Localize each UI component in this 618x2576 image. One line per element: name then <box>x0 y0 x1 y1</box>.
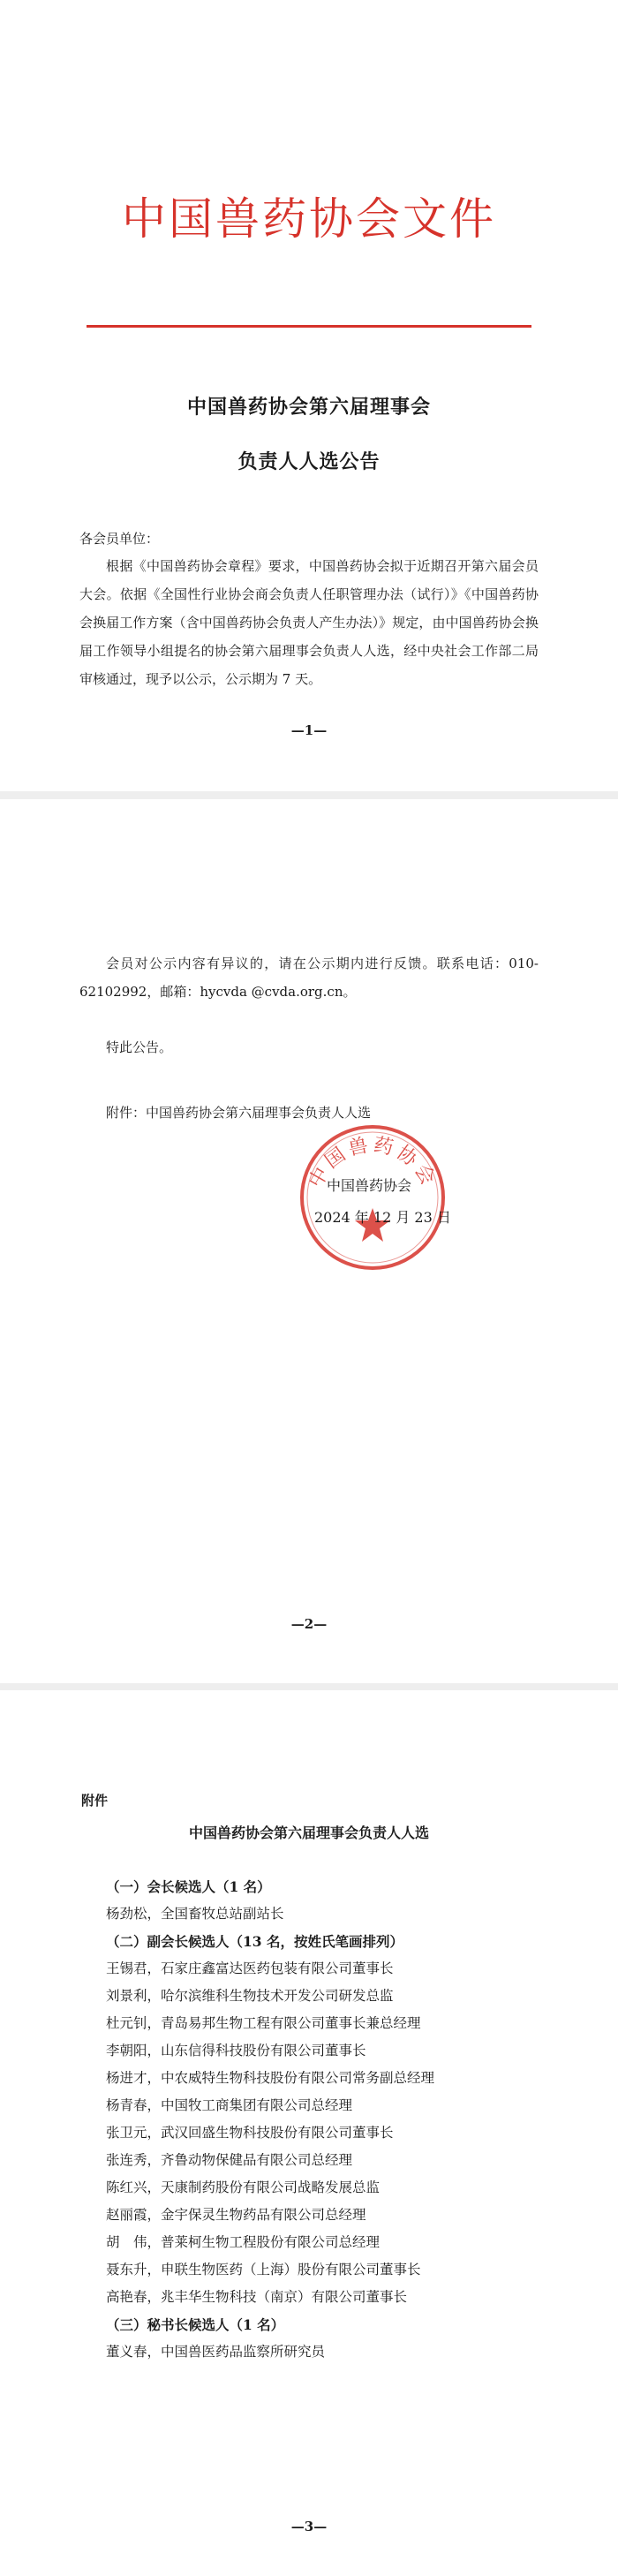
document-header: 中国兽药协会文件 <box>122 193 496 245</box>
main-paragraph: 根据《中国兽药协会章程》要求，中国兽药协会拟于近期召开第六届会员大会。依据《全国性行业协会商会负责人任职管理办法（试行）》《中国兽药协会换届工作方案（含中国兽药协会负责人产生办法）》规定，由中国兽药协会换届工作领导小组提名的协会第六届理事会负责人人选，经中央社会工作部二局审核通过，现予以公示，公示期为 7 天。 <box>79 558 539 687</box>
candidate-list <box>106 1873 565 2366</box>
announcement-title-line1: 中国兽药协会第六届理事会 <box>186 396 431 419</box>
candidate-entry: 王锡君，石家庄鑫富达医药包装有限公司董事长 <box>106 1960 394 1976</box>
section-heading: （三）秘书长候选人（1 名） <box>106 2316 285 2333</box>
signature-org: 中国兽药协会 <box>327 1177 412 1194</box>
candidate-entry: 陈红兴，天康制药股份有限公司战略发展总监 <box>106 2179 381 2195</box>
seal-text: 中国兽药协会 <box>305 1134 441 1192</box>
candidate-entry: 杨青春，中国牧工商集团有限公司总经理 <box>106 2097 353 2113</box>
section-heading: （一）会长候选人（1 名） <box>106 1878 271 1895</box>
special-notice: 特此公告。 <box>106 1039 173 1055</box>
red-divider <box>87 325 531 328</box>
candidate-entry: 刘景利，哈尔滨维科生物技术开发公司研发总监 <box>106 1988 394 2004</box>
attachment-reference: 附件：中国兽药协会第六届理事会负责人人选 <box>106 1105 372 1121</box>
candidate-entry: 赵丽霞，金宇保灵生物药品有限公司总经理 <box>106 2207 366 2223</box>
candidate-entry: 杨劲松，全国畜牧总站副站长 <box>106 1906 284 1922</box>
candidate-entry: 张卫元，武汉回盛生物科技股份有限公司董事长 <box>106 2125 394 2141</box>
section-heading: （二）副会长候选人（13 名，按姓氏笔画排列） <box>106 1933 403 1950</box>
page-number-3: —3— <box>290 2519 328 2534</box>
signature-date: 2024 年 12 月 23 日 <box>314 1209 451 1226</box>
annex-title: 中国兽药协会第六届理事会负责人人选 <box>188 1824 429 1841</box>
annex-label: 附件 <box>81 1793 109 1809</box>
candidate-entry: 高艳春，兆丰华生物科技（南京）有限公司董事长 <box>106 2289 408 2305</box>
page-number-1: —1— <box>290 722 328 738</box>
candidate-entry: 聂东升，申联生物医药（上海）股份有限公司董事长 <box>106 2262 421 2278</box>
page-1 <box>0 0 618 799</box>
candidate-entry: 胡 伟，普莱柯生物工程股份有限公司总经理 <box>106 2234 381 2250</box>
feedback-paragraph: 会员对公示内容有异议的，请在公示期内进行反馈。联系电话：010-62102992，邮箱：hycvda @cvda.org.cn。 <box>79 956 539 1000</box>
salutation: 各会员单位： <box>79 531 160 547</box>
official-seal-icon <box>297 1122 448 1273</box>
candidate-entry: 杨进才，中农威特生物科技股份有限公司常务副总经理 <box>106 2070 435 2086</box>
candidate-entry: 张连秀，齐鲁动物保健品有限公司总经理 <box>106 2152 353 2168</box>
announcement-title-line2: 负责人人选公告 <box>237 450 381 473</box>
candidate-entry: 董义春，中国兽医药品监察所研究员 <box>106 2344 326 2360</box>
page-number-2: —2— <box>290 1616 328 1632</box>
candidate-entry: 李朝阳，山东信得科技股份有限公司董事长 <box>106 2043 366 2059</box>
candidate-entry: 杜元钊，青岛易邦生物工程有限公司董事长兼总经理 <box>106 2015 421 2031</box>
